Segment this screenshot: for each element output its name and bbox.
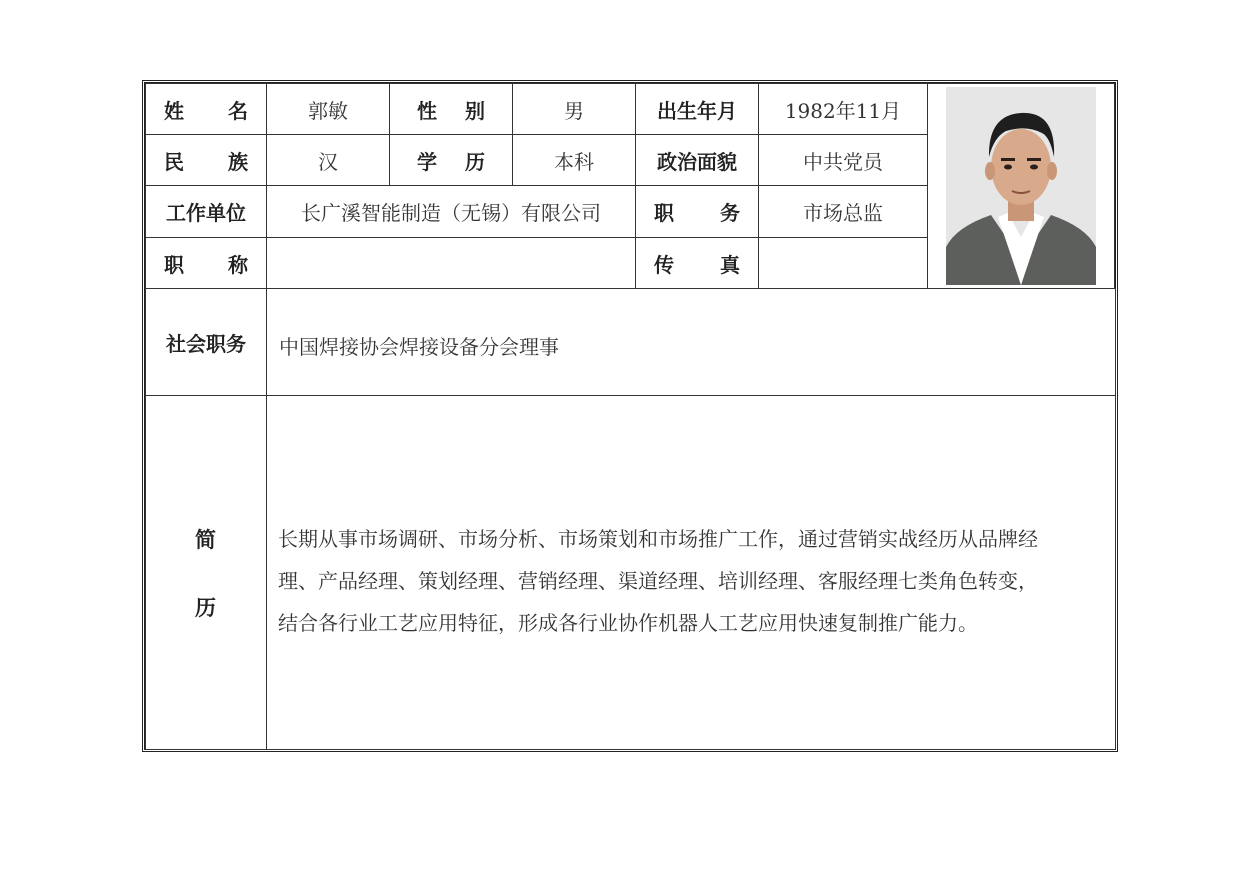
gender-label-char-2: 别 — [465, 98, 485, 123]
ethnicity-label-char-2: 族 — [228, 149, 248, 174]
employer-label: 工作单位 — [145, 185, 267, 238]
name-label-char-1: 姓 — [164, 98, 184, 123]
social-role-value: 中国焊接协会焊接设备分会理事 — [266, 288, 1116, 396]
title-value — [266, 237, 636, 289]
resume-label-char-1: 简 — [195, 527, 216, 552]
birth-label: 出生年月 — [635, 83, 759, 135]
position-label-char-1: 职 — [654, 201, 674, 225]
name-value: 郭敏 — [266, 83, 390, 135]
education-label-char-1: 学 — [417, 149, 437, 174]
social-role-label: 社会职务 — [145, 288, 267, 396]
resume-label — [145, 395, 266, 750]
portrait-photo — [946, 87, 1096, 285]
fax-value — [758, 237, 928, 289]
name-label-char-2: 名 — [228, 98, 248, 123]
political-value: 中共党员 — [758, 134, 928, 186]
political-label: 政治面貌 — [635, 134, 759, 186]
resume-line: 长期从事市场调研、市场分析、市场策划和市场推广工作，通过营销实战经历从品牌经 — [278, 527, 1038, 551]
resume-line: 理、产品经理、策划经理、营销经理、渠道经理、培训经理、客服经理七类角色转变， — [278, 569, 1038, 593]
birth-value: 1982年11月 — [758, 83, 928, 135]
title-label — [145, 237, 267, 289]
position-label — [635, 185, 759, 238]
fax-label-char-1: 传 — [654, 252, 674, 277]
position-label-char-2: 务 — [720, 201, 740, 225]
ethnicity-value: 汉 — [266, 134, 390, 186]
ethnicity-label-char-1: 民 — [164, 149, 184, 174]
education-label — [389, 134, 513, 186]
resume-line: 结合各行业工艺应用特征，形成各行业协作机器人工艺应用快速复制推广能力。 — [278, 611, 978, 635]
title-label-char-1: 职 — [164, 252, 184, 277]
gender-label — [389, 83, 513, 135]
position-value: 市场总监 — [758, 185, 928, 238]
ethnicity-label — [145, 134, 267, 186]
fax-label-char-2: 真 — [720, 252, 740, 277]
resume-label-char-2: 历 — [195, 595, 216, 620]
education-value: 本科 — [512, 134, 636, 186]
fax-label — [635, 237, 759, 289]
employer-value: 长广溪智能制造（无锡）有限公司 — [266, 185, 636, 238]
education-label-char-2: 历 — [465, 149, 485, 174]
resume-text — [278, 518, 1112, 644]
portrait-photo-icon — [946, 87, 1096, 285]
title-label-char-2: 称 — [228, 252, 248, 277]
gender-label-char-1: 性 — [417, 98, 437, 123]
gender-value: 男 — [512, 83, 636, 135]
name-label — [145, 83, 267, 135]
